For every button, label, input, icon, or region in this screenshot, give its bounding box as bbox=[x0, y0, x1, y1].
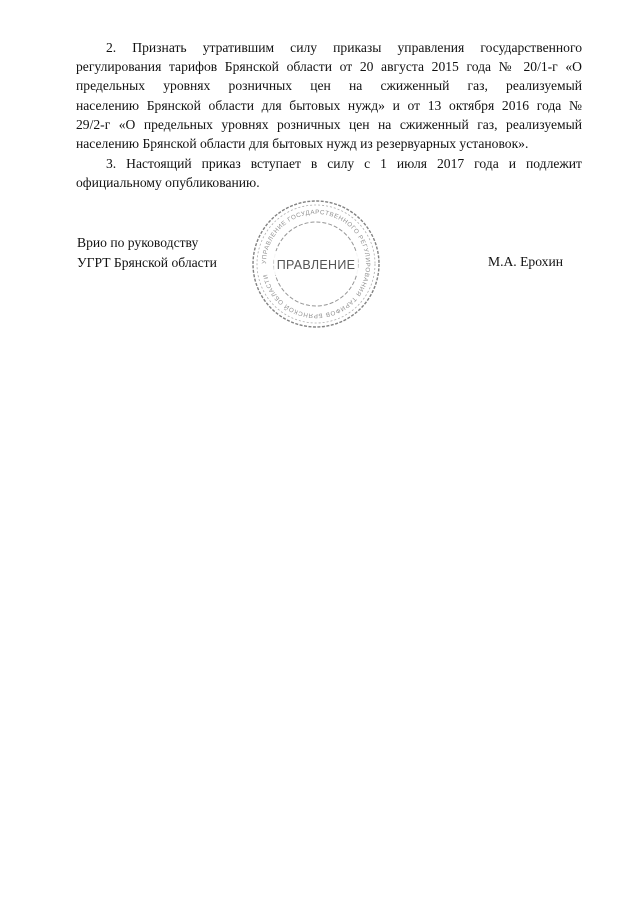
text-line: 2. Признать утратившим силу приказы управления государственного bbox=[106, 40, 582, 55]
position-line: Врио по руководству bbox=[77, 235, 199, 250]
paragraph-3 bbox=[76, 154, 582, 192]
text-line: 29/2-г «О предельных уровнях розничных цен на сжиженный газ, реализуемый bbox=[76, 116, 582, 132]
seal-ring-text: УПРАВЛЕНИЕ ГОСУДАРСТВЕННОГО РЕГУЛИРОВАНИЯ ТАРИФОВ БРЯНСКОЙ ОБЛАСТИ bbox=[260, 208, 372, 320]
position-line: УГРТ Брянской области bbox=[77, 255, 217, 270]
signatory-position bbox=[77, 233, 217, 273]
paragraph-2 bbox=[76, 38, 582, 153]
text-line: населению Брянской области для бытовых нужд из резервуарных установок». bbox=[76, 136, 529, 152]
signatory-name: М.А. Ерохин bbox=[488, 254, 564, 269]
text-line: официальному опубликованию. bbox=[76, 175, 260, 191]
seal-center-text: ПРАВЛЕНИЕ bbox=[276, 258, 356, 272]
text-line: населению Брянской области для бытовых нужд» и от 13 октября 2016 года № bbox=[76, 97, 582, 113]
text-line: 3. Настоящий приказ вступает в силу с 1 июля 2017 года и подлежит bbox=[106, 156, 582, 171]
seal-stamp-icon bbox=[248, 196, 384, 332]
text-line: регулирования тарифов Брянской области от 20 августа 2015 года № 20/1-г «О bbox=[76, 59, 582, 75]
official-seal bbox=[248, 196, 384, 332]
text-line: предельных уровнях розничных цен на сжиженный газ, реализуемый bbox=[76, 78, 582, 94]
